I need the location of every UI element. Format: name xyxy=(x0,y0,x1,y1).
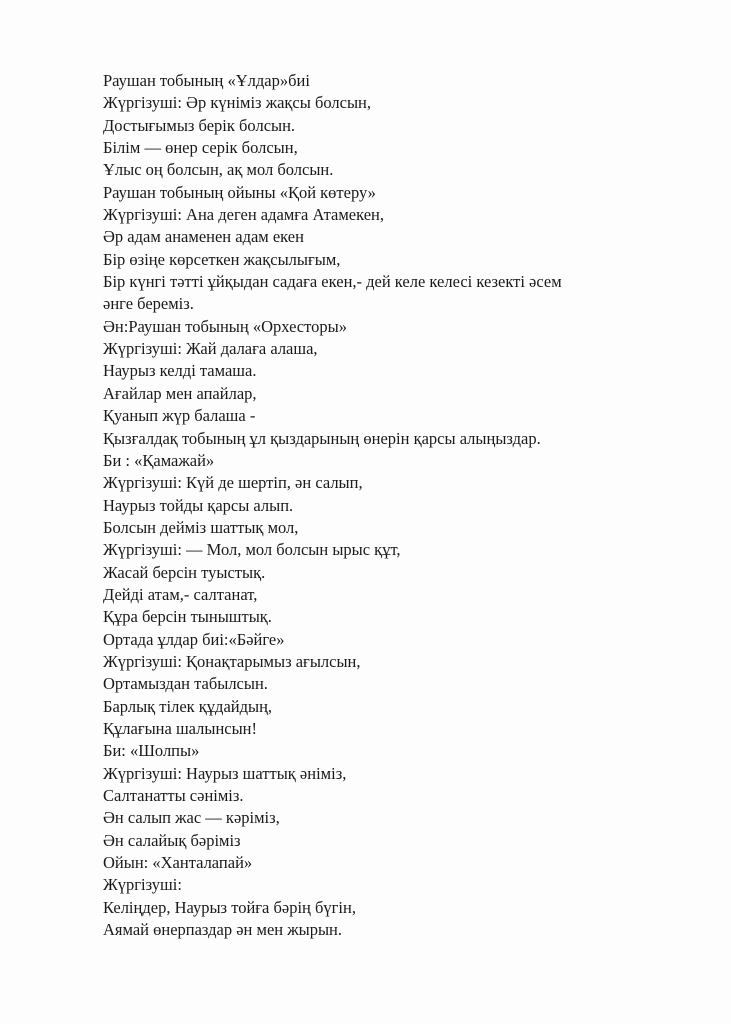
text-line: Барлық тілек құдайдың, xyxy=(103,696,273,716)
text-line: Салтанатты сәніміз. xyxy=(103,786,244,805)
text-line: Ұлыс оң болсын, ақ мол болсын. xyxy=(103,160,334,180)
text-line: Ойын: «Ханталапай» xyxy=(103,853,253,873)
text-line: Жүргізуші: Күй де шертіп, ән салып, xyxy=(103,473,363,493)
text-line: Құра берсін тыныштық. xyxy=(103,607,272,627)
text-line: Ән салып жас — кәріміз, xyxy=(103,808,280,828)
text-line: Әр адам анаменен адам екен xyxy=(103,227,304,247)
text-line: Ағайлар мен апайлар, xyxy=(103,383,257,403)
text-line: Бір күнгі тәтті ұйқыдан садаға екен,- дей келе келесі кезекті әсем xyxy=(103,272,562,292)
text-line: Қуанып жүр балаша - xyxy=(103,406,256,426)
text-line: Дейді атам,- салтанат, xyxy=(103,584,258,604)
text-line: Раушан тобының ойыны «Қой көтеру» xyxy=(103,182,376,202)
text-line: Жүргізуші: Наурыз шаттық әніміз, xyxy=(103,763,347,783)
text-line: Би : «Қамажай» xyxy=(103,450,215,470)
text-line: Жүргізуші: Жай далаға алаша, xyxy=(103,339,318,359)
text-line: Ортада ұлдар биі:«Бәйге» xyxy=(103,629,285,649)
text-line: Наурыз келді тамаша. xyxy=(103,361,257,381)
text-line: Қызғалдақ тобының ұл қыздарының өнерін қарсы алыңыздар. xyxy=(103,428,541,448)
text-line: Жасай берсін туыстық. xyxy=(103,562,266,582)
script-text xyxy=(103,70,703,941)
title-line: Раушан тобының «Ұлдар»биі xyxy=(103,71,310,90)
text-line: Достығымыз берік болсын. xyxy=(103,115,296,135)
text-line: Бір өзіңе көрсеткен жақсылығым, xyxy=(103,249,341,269)
text-line: Болсын дейміз шаттық мол, xyxy=(103,517,299,537)
text-line: Ән салайық бәріміз xyxy=(103,830,241,850)
text-line: Келіңдер, Наурыз тойға бәрің бүгін, xyxy=(103,897,356,917)
text-line: Ортамыздан табылсын. xyxy=(103,674,268,694)
text-line: Аямай өнерпаздар ән мен жырын. xyxy=(103,920,343,940)
text-line: Наурыз тойды қарсы алып. xyxy=(103,495,294,515)
text-line: Құлағына шалынсын! xyxy=(103,718,258,738)
text-line: Ән:Раушан тобының «Орхесторы» xyxy=(103,316,347,336)
text-line: Білім — өнер серік болсын, xyxy=(103,138,298,158)
text-line: Би: «Шолпы» xyxy=(103,741,200,761)
text-line: Жүргізуші: Ана деген адамға Атамекен, xyxy=(103,205,384,225)
text-line: Жүргізуші: Қонақтарымыз ағылсын, xyxy=(103,651,361,671)
text-line: Жүргізуші: Әр күніміз жақсы болсын, xyxy=(103,93,371,113)
text-line: Жүргізуші: — Мол, мол болсын ырыс құт, xyxy=(103,540,401,560)
text-line: Жүргізуші: xyxy=(103,875,182,895)
text-line: әнге береміз. xyxy=(103,294,194,314)
